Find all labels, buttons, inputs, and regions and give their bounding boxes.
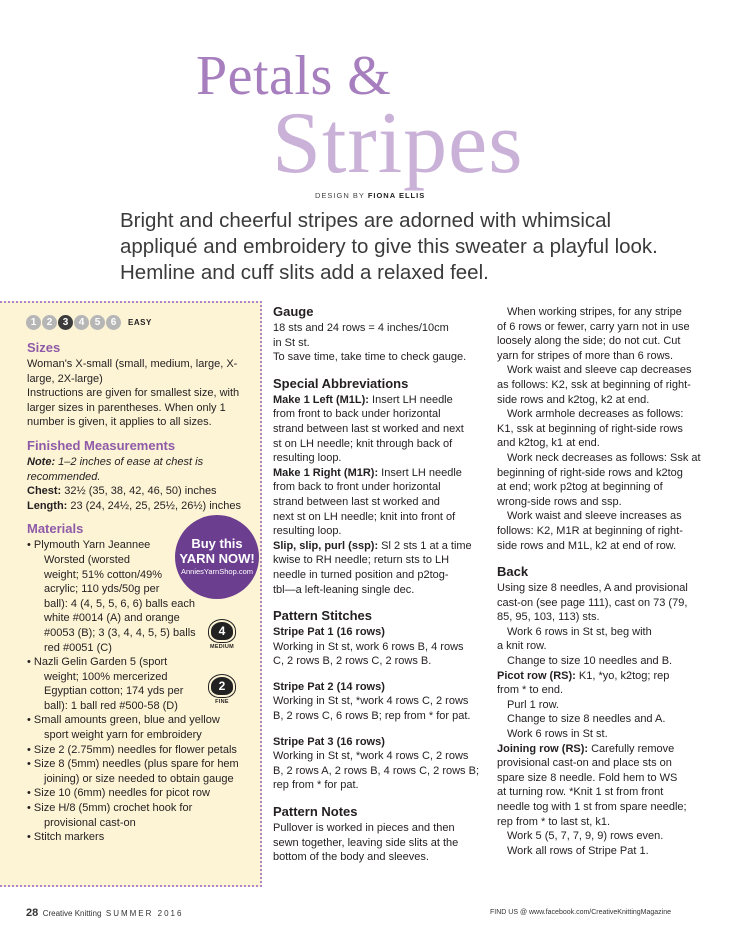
material-line: provisional cast-on [44, 816, 136, 829]
text-line: When working stripes, for any stripe [507, 306, 682, 318]
text-line: provisional cast-on and place sts on [497, 757, 672, 770]
text-line: beginning of right-side rows and k2tog [497, 466, 683, 479]
material-line: • Plymouth Yarn Jeannee [27, 539, 151, 552]
text-span: Insert LH needle [368, 393, 453, 406]
material-item-stitch-markers: • Stitch markers [27, 831, 105, 844]
skill-level-4: 4 [74, 315, 89, 330]
text-line: K1, ssk at beginning of right-side rows [497, 422, 683, 435]
text-line [273, 539, 491, 554]
chest-value: 32½ (35, 38, 42, 46, 50) inches [61, 485, 217, 498]
text-line: Work 6 rows in St st. [507, 728, 608, 741]
length-label: Length: [27, 499, 68, 512]
length-measurement [27, 499, 257, 514]
text-line: side rows and M1L, k2 at end of row. [497, 539, 677, 552]
yarn-weight-number: 4 [209, 620, 235, 642]
materials-heading: Materials [27, 521, 84, 537]
text-line: Work all rows of Stripe Pat 1. [507, 844, 649, 857]
material-line: sport weight yarn for embroidery [44, 729, 202, 742]
text-span: Insert LH needle [378, 466, 462, 479]
badge-url: AnniesYarnShop.com [181, 567, 253, 576]
text-line: strand between last st worked and [273, 495, 440, 508]
text-span: K1, *yo, k2tog; rep [575, 669, 670, 682]
page-number: 28 [26, 907, 39, 919]
text-line: strand between last st worked and next [273, 422, 464, 435]
joining-row-label: Joining row (RS): [497, 742, 589, 755]
intro-paragraph: Bright and cheerful stripes are adorned with whimsical appliqué and embroidery to give this sweater a playful look. Hemline and cuff slits add a relaxed feel. [120, 209, 658, 284]
note-label: Note: [27, 455, 56, 468]
text-line: Work 5 (5, 7, 7, 9, 9) rows even. [507, 830, 664, 843]
material-line: • Size H/8 (5mm) crochet hook for [27, 802, 193, 815]
footer-right[interactable]: FIND US @ www.facebook.com/CreativeKnittingMagazine [490, 909, 672, 916]
text-line [497, 742, 722, 757]
stripe-pat-2-label: Stripe Pat 2 (14 rows) [273, 680, 385, 693]
text-line: sewn together, leaving side slits at the [273, 836, 459, 849]
text-line: Using size 8 needles, A and provisional [497, 582, 688, 595]
title-line-stripes: Stripes [272, 95, 524, 192]
measurements-heading: Finished Measurements [27, 437, 176, 453]
magazine-name: Creative Knitting [42, 909, 102, 918]
title-line-petals: Petals & [196, 45, 392, 107]
text-line: Working in St st, *work 4 rows C, 2 rows [273, 695, 469, 708]
text-line: B, 2 rows C, 6 rows B; rep from * for pat. [273, 710, 471, 723]
yarn-weight-medium-icon [207, 620, 237, 650]
skill-level-6: 6 [106, 315, 121, 330]
text-line: resulting loop. [273, 525, 342, 538]
text-line: and k2tog, k1 at end. [497, 437, 600, 450]
text-line: Work neck decreases as follows: Ssk at [507, 451, 701, 464]
text-line [273, 466, 491, 481]
badge-line-2: YARN NOW! [179, 551, 255, 566]
text-line: at turning row. *Knit 1 st from front [497, 786, 664, 799]
text-line: rep from * to last st, k1. [497, 815, 611, 828]
text-line: side rows and k2tog, k2 at end. [497, 393, 650, 406]
text-line: bottom of the body and sleeves. [273, 851, 429, 864]
text-span: Carefully remove [588, 742, 675, 755]
note-text: 1–2 inches of ease at chest is recommended. [27, 455, 204, 483]
text-line: Pullover is worked in pieces and then [273, 822, 455, 835]
text-line: next st on LH needle; knit into front of [273, 510, 456, 523]
text-line: at end; work p2tog at beginning of [497, 481, 663, 494]
text-line: needle in turned position and p2tog- [273, 568, 449, 581]
text-line: 18 sts and 24 rows = 4 inches/10cm [273, 322, 449, 334]
yarn-weight-label: FINE [215, 699, 229, 705]
text-line: Work waist and sleeve increases as [507, 510, 682, 523]
stripe-pat-1-label: Stripe Pat 1 (16 rows) [273, 626, 385, 639]
text-line: Working in St st, work 6 rows B, 4 rows [273, 640, 464, 653]
skill-level-3-active: 3 [58, 315, 73, 330]
column-middle [273, 304, 491, 865]
chest-label: Chest: [27, 485, 62, 498]
text-line: B, 2 rows A, 2 rows B, 4 rows C, 2 rows B; [273, 764, 480, 777]
skill-level-1: 1 [26, 315, 41, 330]
gauge-heading: Gauge [273, 304, 314, 319]
text-line: spare size 8 needle. Fold hem to WS [497, 771, 678, 784]
text-line: as follows: K2, ssk at beginning of right- [497, 378, 691, 391]
sizes-text: Woman's X-small (small, medium, large, X-large, 2X-large) [27, 358, 238, 385]
abbreviations-heading: Special Abbreviations [273, 375, 409, 391]
yarn-weight-number: 2 [209, 675, 235, 697]
text-line: yarn for stripes of more than 6 rows. [497, 349, 674, 362]
text-line: tbl—a left-leaning single dec. [273, 583, 415, 596]
text-line: a knit row. [497, 640, 547, 653]
material-item-embroidery-yarn [27, 713, 257, 742]
byline-prefix: DESIGN BY [315, 191, 365, 200]
text-line: from back to front under horizontal [273, 481, 441, 494]
material-line: weight; 100% mercerized [44, 670, 168, 683]
text-line: 85, 95, 103, 113) sts. [497, 611, 600, 624]
yarn-weight-fine-icon [207, 675, 237, 705]
text-line: rep from * for pat. [273, 779, 359, 792]
text-line: C, 2 rows B, 2 rows C, 2 rows B. [273, 655, 432, 668]
text-line: st on LH needle; knit through back of [273, 437, 453, 450]
picot-row-label: Picot row (RS): [497, 669, 576, 682]
sizes-instructions: Instructions are given for smallest size, with larger sizes in parentheses. When only 1 number is given, it applies to all sizes. [27, 387, 240, 429]
material-line: • Small amounts green, blue and yellow [27, 714, 220, 727]
skill-level-indicator [26, 315, 152, 330]
material-line: joining) or size needed to obtain gauge [44, 772, 234, 785]
buy-yarn-badge[interactable] [175, 515, 259, 599]
issue-label: SUMMER 2016 [105, 909, 184, 918]
m1l-label: Make 1 Left (M1L): [273, 393, 369, 406]
text-line: kwise to RH needle; return sts to LH [273, 554, 450, 567]
pattern-stitches-heading: Pattern Stitches [273, 608, 372, 624]
text-line: resulting loop. [273, 452, 342, 465]
text-line [273, 393, 491, 408]
skill-label: EASY [128, 318, 152, 327]
text-line: of 6 rows or fewer, carry yarn not in use [497, 320, 690, 333]
material-item-size8-needles [27, 757, 257, 786]
badge-line-1: Buy this [191, 536, 243, 551]
ssp-label: Slip, slip, purl (ssp): [273, 539, 379, 552]
text-line: Work 6 rows in St st, beg with [507, 625, 652, 638]
text-line: needle tog with 1 st from spare needle; [497, 801, 687, 813]
material-line: #0053 (B); 3 (3, 4, 4, 5, 5) balls [44, 626, 196, 639]
stripe-pat-3-label: Stripe Pat 3 (16 rows) [273, 735, 385, 748]
material-line: Egyptian cotton; 174 yds per [44, 685, 184, 698]
text-line: wrong-side rows and ssp. [497, 495, 622, 508]
text-line: from * to end. [497, 684, 564, 697]
material-line: ball): 1 ball red #500-58 (D) [44, 699, 178, 712]
material-line: ball): 4 (4, 5, 5, 6, 6) balls each [44, 597, 196, 610]
pattern-notes-heading: Pattern Notes [273, 804, 358, 820]
text-line: Work armhole decreases as follows: [507, 408, 684, 421]
text-line: To save time, take time to check gauge. [273, 351, 467, 364]
text-line: in St st. [273, 336, 310, 349]
skill-level-2: 2 [42, 315, 57, 330]
yarn-weight-label: MEDIUM [209, 644, 235, 650]
text-line: cast-on (see page 111), cast on 73 (79, [497, 596, 688, 609]
material-item-crochet-hook [27, 801, 257, 830]
m1r-label: Make 1 Right (M1R): [273, 466, 379, 479]
chest-measurement [27, 484, 257, 499]
text-line: Purl 1 row. [507, 698, 559, 711]
text-line: Change to size 8 needles and A. [507, 713, 666, 726]
designer-byline [315, 191, 425, 200]
material-line: acrylic; 110 yds/50g per [44, 583, 160, 596]
footer-left [26, 907, 183, 919]
text-line: loosely along the side; do not cut. Cut [497, 335, 681, 348]
back-heading: Back [497, 564, 529, 580]
sizes-heading: Sizes [27, 340, 61, 355]
material-line: red #0051 (C) [44, 641, 112, 654]
material-line: • Size 8 (5mm) needles (plus spare for hem [27, 758, 239, 771]
material-item-size10-needles: • Size 10 (6mm) needles for picot row [27, 787, 210, 800]
text-line: Work waist and sleeve cap decreases [507, 364, 692, 377]
text-line: follows: K2, M1R at beginning of right- [497, 524, 683, 537]
material-item-size2-needles: • Size 2 (2.75mm) needles for flower petals [27, 743, 237, 756]
designer-name: FIONA ELLIS [367, 191, 426, 200]
length-value: 23 (24, 24½, 25, 25½, 26½) inches [67, 499, 242, 512]
skill-level-5: 5 [90, 315, 105, 330]
material-line: white #0014 (A) and orange [44, 612, 180, 625]
text-span: Sl 2 sts 1 at a time [378, 539, 472, 552]
column-right [497, 305, 722, 858]
text-line: from front to back under horizontal [273, 408, 441, 421]
ease-note [27, 455, 257, 484]
text-line: Working in St st, *work 4 rows C, 2 rows [273, 750, 469, 763]
text-line [497, 669, 722, 684]
material-line: weight; 51% cotton/49% [44, 568, 163, 581]
material-line: Worsted (worsted [44, 553, 130, 566]
material-line: • Nazli Gelin Garden 5 (sport [27, 656, 168, 669]
text-line: Change to size 10 needles and B. [507, 655, 673, 668]
